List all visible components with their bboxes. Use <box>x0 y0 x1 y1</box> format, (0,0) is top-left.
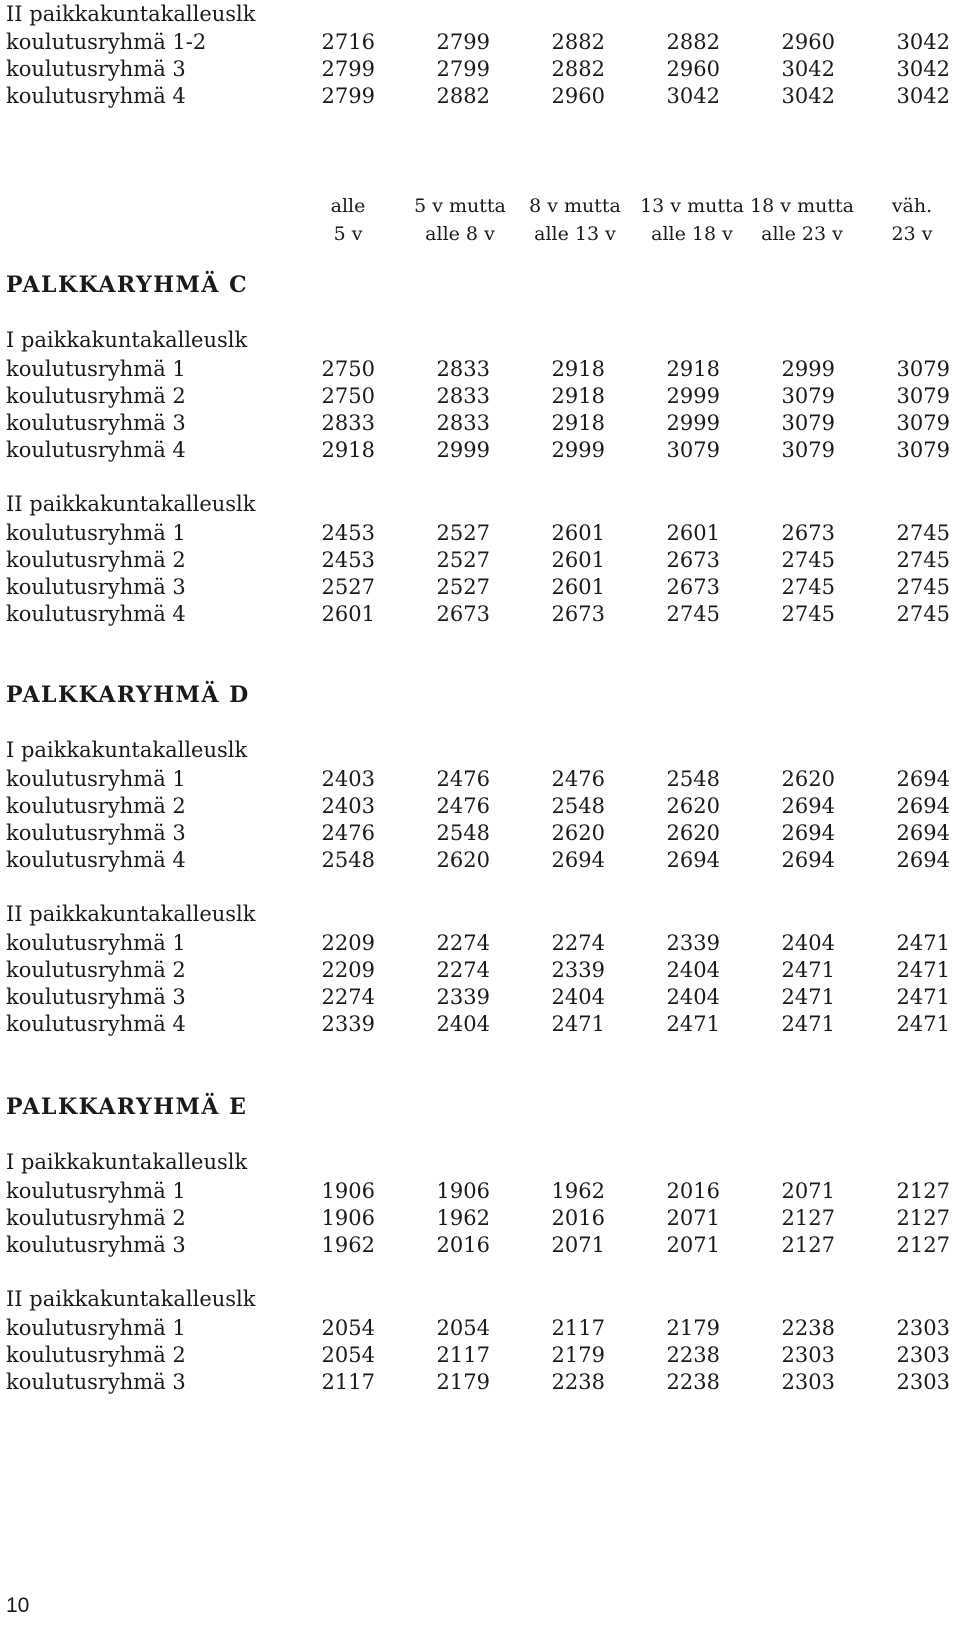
row-label: koulutusryhmä 3 <box>6 985 186 1009</box>
salary-cell: 2548 <box>436 821 490 845</box>
salary-cell: 2476 <box>436 794 490 818</box>
salary-cell: 2404 <box>781 931 835 955</box>
row-label: koulutusryhmä 3 <box>6 575 186 599</box>
salary-cell: 2274 <box>436 931 490 955</box>
row-label: koulutusryhmä 1 <box>6 767 186 791</box>
salary-cell: 2238 <box>781 1316 835 1340</box>
salary-cell: 2918 <box>551 411 605 435</box>
salary-cell: 2339 <box>321 1012 375 1036</box>
salary-cell: 2745 <box>896 521 950 545</box>
salary-cell: 2918 <box>551 357 605 381</box>
table-row <box>0 956 960 984</box>
salary-cell: 2179 <box>551 1343 605 1367</box>
salary-cell: 2745 <box>781 602 835 626</box>
row-label: koulutusryhmä 1-2 <box>6 30 207 54</box>
page-number: 10 <box>6 1594 30 1617</box>
salary-cell: 2471 <box>781 958 835 982</box>
salary-cell: 2303 <box>781 1370 835 1394</box>
salary-cell: 2127 <box>781 1233 835 1257</box>
row-label: koulutusryhmä 4 <box>6 1012 186 1036</box>
salary-cell: 2404 <box>666 958 720 982</box>
salary-cell: 2238 <box>551 1370 605 1394</box>
salary-cell: 2453 <box>321 548 375 572</box>
salary-cell: 2471 <box>781 985 835 1009</box>
row-label: koulutusryhmä 1 <box>6 1179 186 1203</box>
salary-cell: 3079 <box>896 357 950 381</box>
table-row <box>0 819 960 847</box>
locality-class-subheading: I paikkakuntakalleuslk <box>6 328 248 352</box>
salary-cell: 2673 <box>781 521 835 545</box>
salary-cell: 2527 <box>321 575 375 599</box>
salary-cell: 2882 <box>436 84 490 108</box>
salary-cell: 2999 <box>436 438 490 462</box>
salary-cell: 3042 <box>666 84 720 108</box>
locality-class-subheading: II paikkakuntakalleuslk <box>6 492 256 516</box>
salary-cell: 2403 <box>321 794 375 818</box>
salary-cell: 2117 <box>551 1316 605 1340</box>
salary-cell: 3042 <box>896 30 950 54</box>
row-label: koulutusryhmä 3 <box>6 1233 186 1257</box>
salary-cell: 2127 <box>896 1233 950 1257</box>
locality-class-subheading: II paikkakuntakalleuslk <box>6 1287 256 1311</box>
salary-cell: 2476 <box>436 767 490 791</box>
row-label: koulutusryhmä 2 <box>6 548 186 572</box>
salary-cell: 2548 <box>551 794 605 818</box>
table-row <box>0 983 960 1011</box>
salary-cell: 2745 <box>666 602 720 626</box>
salary-cell: 2548 <box>666 767 720 791</box>
column-header-line2: 5 v <box>333 223 363 245</box>
salary-cell: 2745 <box>781 548 835 572</box>
salary-cell: 2476 <box>551 767 605 791</box>
salary-cell: 2471 <box>896 985 950 1009</box>
row-label: koulutusryhmä 3 <box>6 57 186 81</box>
salary-cell: 2054 <box>321 1343 375 1367</box>
salary-cell: 2054 <box>321 1316 375 1340</box>
row-label: koulutusryhmä 4 <box>6 84 186 108</box>
salary-cell: 2209 <box>321 931 375 955</box>
table-row <box>0 55 960 83</box>
salary-cell: 2673 <box>666 548 720 572</box>
column-header-line1: 5 v mutta <box>414 195 506 217</box>
salary-cell: 2833 <box>436 357 490 381</box>
salary-cell: 2303 <box>896 1370 950 1394</box>
salary-cell: 3079 <box>781 438 835 462</box>
salary-cell: 2471 <box>896 958 950 982</box>
top-block-subheading: II paikkakuntakalleuslk <box>6 2 256 26</box>
salary-cell: 2601 <box>551 548 605 572</box>
salary-cell: 2799 <box>321 57 375 81</box>
salary-cell: 2750 <box>321 357 375 381</box>
column-header-line1: 18 v mutta <box>750 195 854 217</box>
salary-cell: 2882 <box>551 57 605 81</box>
salary-cell: 2601 <box>551 521 605 545</box>
salary-cell: 2016 <box>436 1233 490 1257</box>
locality-class-subheading: II paikkakuntakalleuslk <box>6 902 256 926</box>
salary-cell: 2339 <box>551 958 605 982</box>
column-header-line2: alle 13 v <box>534 223 616 245</box>
row-label: koulutusryhmä 3 <box>6 821 186 845</box>
table-row <box>0 765 960 793</box>
salary-cell: 2799 <box>436 30 490 54</box>
salary-cell: 3079 <box>781 411 835 435</box>
salary-cell: 2833 <box>436 384 490 408</box>
salary-cell: 2882 <box>551 30 605 54</box>
row-label: koulutusryhmä 2 <box>6 1206 186 1230</box>
salary-cell: 2620 <box>436 848 490 872</box>
salary-cell: 2694 <box>666 848 720 872</box>
salary-cell: 2960 <box>551 84 605 108</box>
table-row <box>0 519 960 547</box>
salary-cell: 2548 <box>321 848 375 872</box>
column-header-line2: alle 23 v <box>761 223 843 245</box>
column-header-line1: väh. <box>891 195 933 217</box>
locality-class-subheading: I paikkakuntakalleuslk <box>6 1150 248 1174</box>
salary-cell: 2527 <box>436 521 490 545</box>
table-row <box>0 1177 960 1205</box>
salary-cell: 2999 <box>666 384 720 408</box>
table-row <box>0 600 960 628</box>
salary-cell: 3079 <box>896 438 950 462</box>
salary-cell: 1906 <box>321 1179 375 1203</box>
table-row <box>0 436 960 464</box>
row-label: koulutusryhmä 1 <box>6 357 186 381</box>
salary-cell: 2303 <box>896 1316 950 1340</box>
column-header-line1: 8 v mutta <box>529 195 621 217</box>
salary-cell: 2117 <box>436 1343 490 1367</box>
salary-cell: 2694 <box>896 821 950 845</box>
row-label: koulutusryhmä 1 <box>6 1316 186 1340</box>
locality-class-subheading: I paikkakuntakalleuslk <box>6 738 248 762</box>
salary-cell: 3042 <box>781 84 835 108</box>
salary-cell: 2918 <box>321 438 375 462</box>
salary-cell: 2694 <box>896 848 950 872</box>
salary-cell: 2404 <box>436 1012 490 1036</box>
salary-cell: 2527 <box>436 548 490 572</box>
table-row <box>0 28 960 56</box>
salary-cell: 2799 <box>436 57 490 81</box>
table-row <box>0 1314 960 1342</box>
column-header-line1: 13 v mutta <box>640 195 744 217</box>
salary-cell: 2127 <box>781 1206 835 1230</box>
row-label: koulutusryhmä 3 <box>6 1370 186 1394</box>
salary-cell: 3079 <box>666 438 720 462</box>
salary-cell: 2404 <box>666 985 720 1009</box>
salary-cell: 2117 <box>321 1370 375 1394</box>
salary-cell: 2694 <box>781 848 835 872</box>
salary-cell: 3042 <box>781 57 835 81</box>
salary-cell: 2071 <box>551 1233 605 1257</box>
salary-cell: 2476 <box>321 821 375 845</box>
table-row <box>0 409 960 437</box>
salary-cell: 2694 <box>781 794 835 818</box>
salary-cell: 2339 <box>666 931 720 955</box>
salary-cell: 3079 <box>781 384 835 408</box>
salary-cell: 2179 <box>666 1316 720 1340</box>
salary-cell: 2960 <box>666 57 720 81</box>
salary-cell: 2127 <box>896 1179 950 1203</box>
salary-group-heading: PALKKARYHMÄ D <box>6 682 250 708</box>
salary-cell: 2238 <box>666 1343 720 1367</box>
row-label: koulutusryhmä 4 <box>6 848 186 872</box>
salary-cell: 3079 <box>896 411 950 435</box>
salary-cell: 2694 <box>551 848 605 872</box>
salary-cell: 2453 <box>321 521 375 545</box>
salary-cell: 2471 <box>896 931 950 955</box>
salary-cell: 2620 <box>666 821 720 845</box>
salary-cell: 1962 <box>436 1206 490 1230</box>
row-label: koulutusryhmä 2 <box>6 794 186 818</box>
salary-cell: 3042 <box>896 57 950 81</box>
salary-cell: 2127 <box>896 1206 950 1230</box>
salary-cell: 2673 <box>551 602 605 626</box>
salary-cell: 2673 <box>436 602 490 626</box>
table-row <box>0 846 960 874</box>
salary-cell: 2745 <box>896 548 950 572</box>
salary-cell: 2303 <box>896 1343 950 1367</box>
table-row <box>0 382 960 410</box>
salary-cell: 2274 <box>321 985 375 1009</box>
salary-cell: 2999 <box>551 438 605 462</box>
salary-cell: 2673 <box>666 575 720 599</box>
salary-cell: 1906 <box>321 1206 375 1230</box>
salary-cell: 2620 <box>781 767 835 791</box>
salary-cell: 2403 <box>321 767 375 791</box>
table-row <box>0 82 960 110</box>
row-label: koulutusryhmä 1 <box>6 931 186 955</box>
salary-cell: 2694 <box>896 794 950 818</box>
salary-cell: 2471 <box>896 1012 950 1036</box>
table-row <box>0 355 960 383</box>
salary-cell: 2471 <box>551 1012 605 1036</box>
salary-cell: 2339 <box>436 985 490 1009</box>
row-label: koulutusryhmä 2 <box>6 958 186 982</box>
table-row <box>0 1368 960 1396</box>
column-header-line2: alle 18 v <box>651 223 733 245</box>
salary-cell: 2303 <box>781 1343 835 1367</box>
salary-cell: 2833 <box>436 411 490 435</box>
salary-cell: 2918 <box>666 357 720 381</box>
salary-cell: 2071 <box>781 1179 835 1203</box>
column-header-line2: alle 8 v <box>425 223 495 245</box>
salary-cell: 2750 <box>321 384 375 408</box>
table-row <box>0 1204 960 1232</box>
table-row <box>0 573 960 601</box>
salary-cell: 2471 <box>781 1012 835 1036</box>
salary-cell: 2209 <box>321 958 375 982</box>
row-label: koulutusryhmä 4 <box>6 602 186 626</box>
salary-cell: 1962 <box>321 1233 375 1257</box>
table-row <box>0 546 960 574</box>
row-label: koulutusryhmä 2 <box>6 384 186 408</box>
salary-cell: 2274 <box>436 958 490 982</box>
salary-cell: 2745 <box>896 575 950 599</box>
salary-cell: 1906 <box>436 1179 490 1203</box>
row-label: koulutusryhmä 2 <box>6 1343 186 1367</box>
salary-cell: 2918 <box>551 384 605 408</box>
salary-group-heading: PALKKARYHMÄ C <box>6 272 249 298</box>
row-label: koulutusryhmä 3 <box>6 411 186 435</box>
salary-cell: 2016 <box>551 1206 605 1230</box>
table-row <box>0 1341 960 1369</box>
salary-cell: 2274 <box>551 931 605 955</box>
salary-cell: 2833 <box>321 411 375 435</box>
table-row <box>0 1010 960 1038</box>
column-header-line2: 23 v <box>891 223 933 245</box>
salary-cell: 2016 <box>666 1179 720 1203</box>
salary-cell: 2716 <box>321 30 375 54</box>
salary-cell: 2745 <box>781 575 835 599</box>
salary-cell: 2404 <box>551 985 605 1009</box>
salary-cell: 2054 <box>436 1316 490 1340</box>
salary-cell: 2601 <box>321 602 375 626</box>
salary-cell: 2071 <box>666 1206 720 1230</box>
column-header-line1: alle <box>330 195 366 217</box>
salary-cell: 2601 <box>666 521 720 545</box>
salary-cell: 3079 <box>896 384 950 408</box>
table-row <box>0 1231 960 1259</box>
table-row <box>0 792 960 820</box>
table-row <box>0 929 960 957</box>
salary-cell: 2999 <box>666 411 720 435</box>
salary-cell: 2960 <box>781 30 835 54</box>
salary-cell: 2238 <box>666 1370 720 1394</box>
salary-cell: 2799 <box>321 84 375 108</box>
salary-cell: 2179 <box>436 1370 490 1394</box>
salary-cell: 2471 <box>666 1012 720 1036</box>
salary-cell: 3042 <box>896 84 950 108</box>
salary-cell: 2620 <box>666 794 720 818</box>
row-label: koulutusryhmä 4 <box>6 438 186 462</box>
salary-group-heading: PALKKARYHMÄ E <box>6 1094 248 1120</box>
salary-cell: 1962 <box>551 1179 605 1203</box>
salary-cell: 2694 <box>896 767 950 791</box>
salary-cell: 2601 <box>551 575 605 599</box>
salary-cell: 2620 <box>551 821 605 845</box>
salary-cell: 2071 <box>666 1233 720 1257</box>
salary-cell: 2527 <box>436 575 490 599</box>
salary-cell: 2694 <box>781 821 835 845</box>
salary-cell: 2882 <box>666 30 720 54</box>
salary-cell: 2745 <box>896 602 950 626</box>
salary-cell: 2999 <box>781 357 835 381</box>
row-label: koulutusryhmä 1 <box>6 521 186 545</box>
